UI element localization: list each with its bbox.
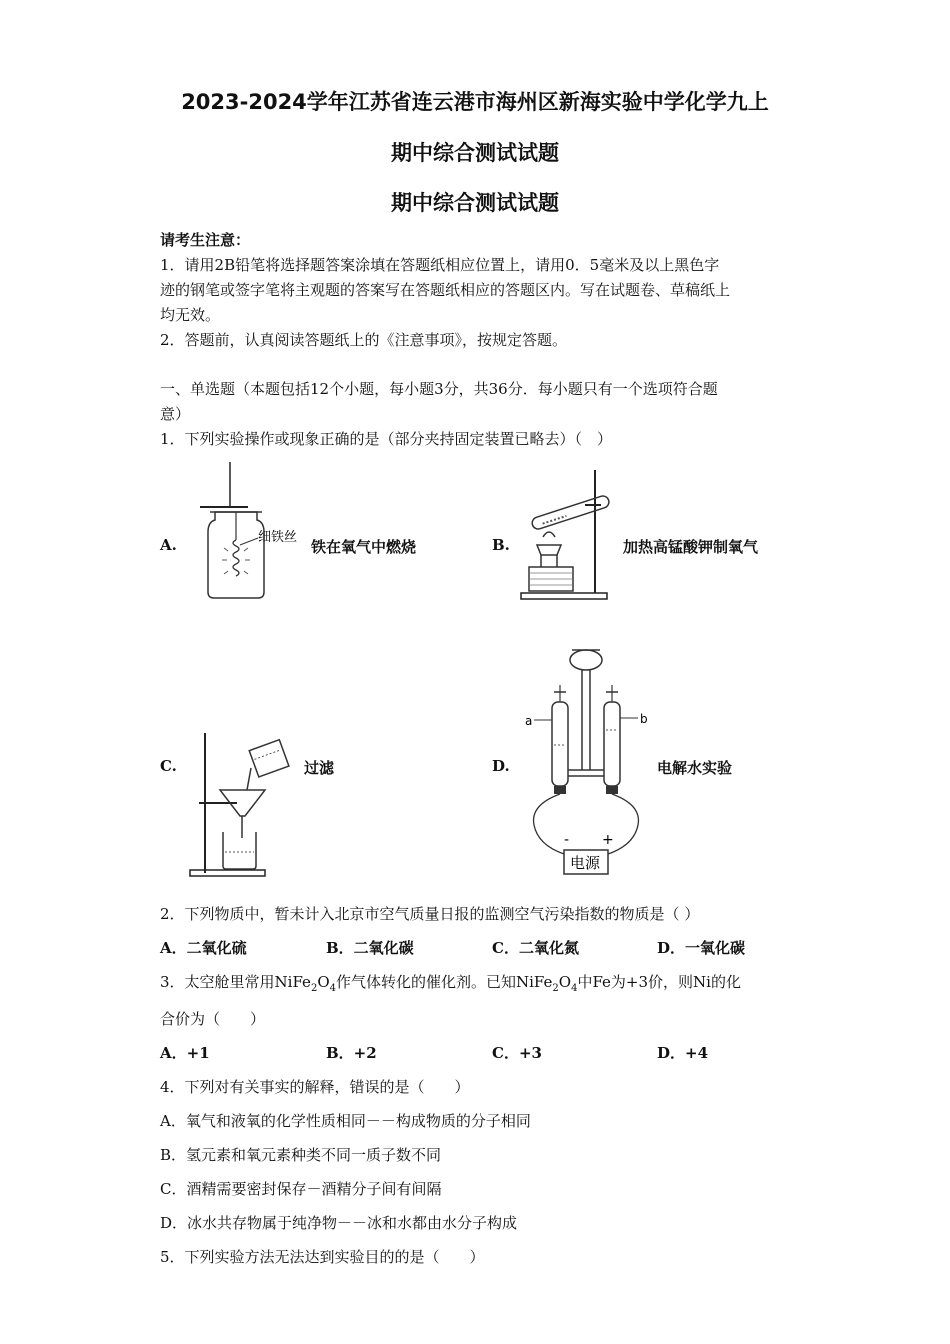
notice-item-1-line-1: 1．请用2B铅笔将选择题答案涂填在答题纸相应位置上，请用0．5毫米及以上黑色字 [160, 256, 720, 274]
q4-option-c: C．酒精需要密封保存－酒精分子间有间隔 [160, 1180, 442, 1198]
q3-option-a: A．+1 [160, 1044, 210, 1062]
power-supply-label: 电源 [570, 854, 601, 872]
q3-option-b: B．+2 [326, 1044, 377, 1062]
negative-terminal-label: - [564, 832, 570, 848]
q1-option-d-text: 电解水实验 [657, 759, 733, 777]
q4-option-a: A．氧气和液氧的化学性质相同－－构成物质的分子相同 [160, 1112, 531, 1130]
q2-option-d: D．一氧化碳 [657, 939, 746, 957]
q2-option-c: C．二氧化氮 [492, 939, 579, 957]
section-heading-line-2: 意） [160, 405, 191, 423]
notice-heading: 请考生注意： [160, 231, 251, 249]
heating-kmno4-figure [515, 465, 615, 603]
question-1-stem: 1．下列实验操作或现象正确的是（部分夹持固定装置已略去）（ ） [160, 430, 613, 448]
question-2-stem: 2．下列物质中，暂未计入北京市空气质量日报的监测空气污染指数的物质是（ ） [160, 905, 700, 923]
q1-option-c-text: 过滤 [304, 759, 335, 777]
q1-option-c-letter: C. [160, 757, 177, 775]
water-electrolysis-figure [520, 640, 652, 880]
fine-iron-wire-label: 细铁丝 [258, 530, 298, 545]
question-5-stem: 5．下列实验方法无法达到实验目的的是（ ） [160, 1248, 485, 1266]
filtration-figure [185, 728, 310, 880]
question-3-stem: 3．太空舱里常用$NiFe_2O_4$作气体转化的催化剂。已知$NiFe_2O_4$中Fe为+3价，则Ni的化 [160, 973, 741, 994]
positive-terminal-label: + [602, 832, 614, 848]
electrode-b-label: b [640, 712, 648, 726]
question-4-stem: 4．下列对有关事实的解释，错误的是（ ） [160, 1078, 470, 1096]
q3-option-d: D．+4 [657, 1044, 709, 1062]
notice-item-1-line-2: 迹的钢笔或签字笔将主观题的答案写在答题纸相应的答题区内。写在试题卷、草稿纸上 [160, 281, 731, 299]
electrode-a-label: a [525, 714, 533, 728]
section-heading-line-1: 一、单选题（本题包括12个小题，每小题3分，共36分．每小题只有一个选项符合题 [160, 380, 718, 398]
q2-option-b: B．二氧化碳 [326, 939, 414, 957]
q1-option-a-letter: A. [160, 536, 177, 554]
page-subtitle: 期中综合测试试题 [391, 141, 559, 165]
q3-option-c: C．+3 [492, 1044, 542, 1062]
notice-item-2: 2．答题前，认真阅读答题纸上的《注意事项》，按规定答题。 [160, 331, 568, 349]
q4-option-d: D．冰水共存物属于纯净物－－冰和水都由水分子构成 [160, 1214, 518, 1232]
page-title: 2023-2024学年江苏省连云港市海州区新海实验中学化学九上 [181, 90, 769, 114]
question-3-stem-line-2: 合价为（ ） [160, 1010, 266, 1028]
notice-item-1-line-3: 均无效。 [160, 306, 221, 324]
q1-option-a-text: 铁在氧气中燃烧 [311, 538, 417, 556]
page-subtitle-repeat: 期中综合测试试题 [391, 191, 559, 215]
q1-option-d-letter: D. [492, 757, 510, 775]
q4-option-b: B．氢元素和氧元素种类不同一质子数不同 [160, 1146, 442, 1164]
q1-option-b-letter: B. [492, 536, 510, 554]
q2-option-a: A．二氧化硫 [160, 939, 247, 957]
iron-burning-figure [190, 460, 320, 605]
q1-option-b-text: 加热高锰酸钾制氧气 [623, 538, 759, 556]
